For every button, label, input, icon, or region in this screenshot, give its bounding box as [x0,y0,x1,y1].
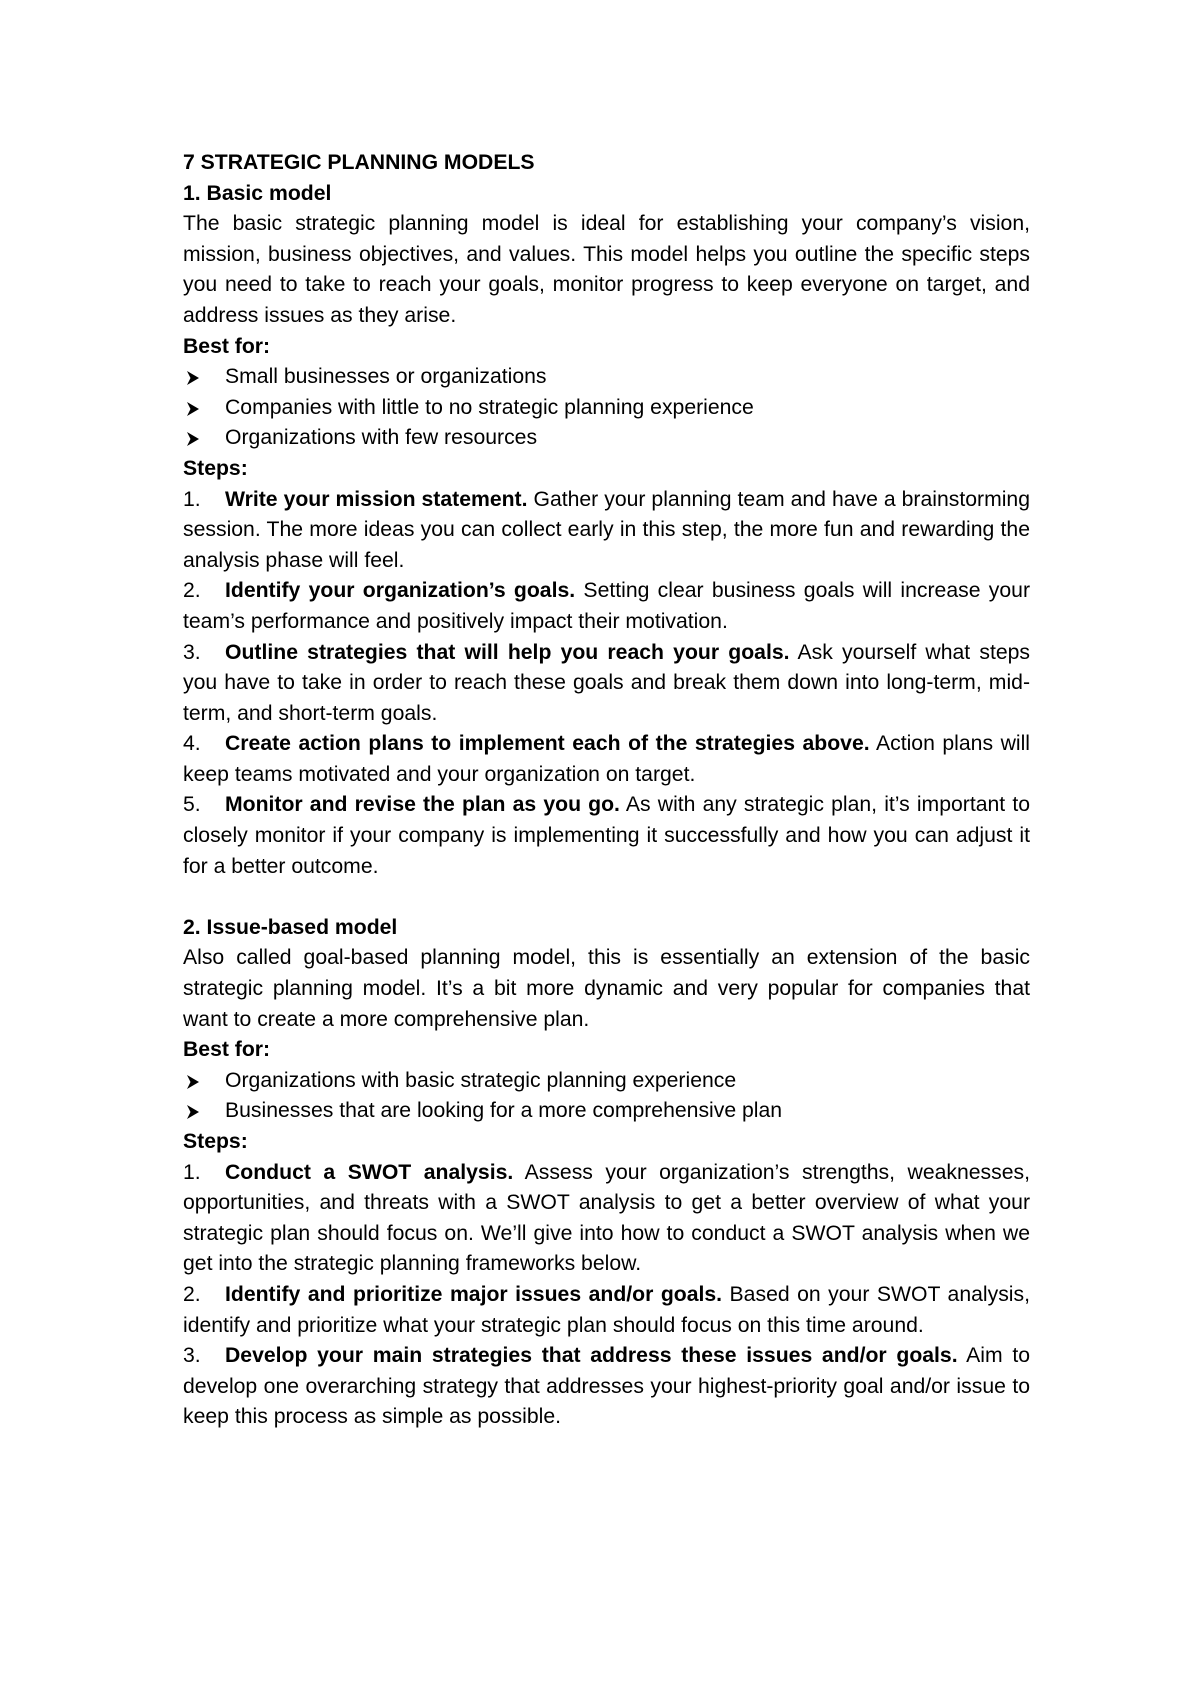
step-number: 2. [183,1282,201,1306]
list-item [183,1066,1030,1097]
bullet-text: Organizations with basic strategic planning experience [225,1068,737,1092]
step-title: Create action plans to implement each of the strategies above. [225,732,870,756]
steps-label: Steps: [183,456,248,480]
list-item [183,362,1030,393]
step-title: Conduct a SWOT analysis. [225,1160,514,1184]
step-title: Identify and prioritize major issues and/or goals. [225,1282,723,1306]
step-item [183,576,1030,637]
step-number: 1. [183,1160,201,1184]
step-title: Write your mission statement. [225,487,528,511]
step-text: Based on your SWOT analysis, identify and prioritize what your strategic plan should focus on this time around. [183,1282,1030,1337]
steps-label: Steps: [183,1130,248,1153]
section-heading-issue-based-model: 2. Issue-based model [183,915,398,939]
arrowhead-bullet-icon [185,1104,201,1120]
document-title: 7 STRATEGIC PLANNING MODELS [183,151,535,174]
step-number: 5. [183,793,201,817]
step-number: 2. [183,579,201,603]
arrowhead-bullet-icon [185,431,201,447]
bullet-text: Businesses that are looking for a more comprehensive plan [225,1099,783,1123]
bullet-text: Organizations with few resources [225,426,538,450]
step-title: Develop your main strategies that address these issues and/or goals. [225,1344,958,1368]
step-number: 4. [183,732,201,756]
best-for-label: Best for: [183,334,271,358]
step-text: Assess your organization’s strengths, weaknesses, opportunities, and threats with a SWOT analysis to get a better overview of what your strategic plan should focus on. We’ll give into how to conduct a SWOT analysis when we get into the strategic planning frameworks below. [183,1160,1030,1276]
step-number: 3. [183,640,201,664]
step-text: Action plans will keep teams motivated and your organization on target. [183,732,1030,786]
section-intro-basic-model: The basic strategic planning model is ideal for establishing your company’s vision, mission, business objectives, and values. This model helps you outline the specific steps you need to take to reach your goals, monitor progress to keep everyone on target, and address issues as they arise. [183,212,1030,327]
section-intro-issue-based-model: Also called goal-based planning model, this is essentially an extension of the basic strategic planning model. It’s a bit more dynamic and very popular for companies that want to create a more comprehensive plan. [183,946,1030,1031]
section-spacer [183,882,1030,913]
step-number: 1. [183,487,201,511]
section-heading-basic-model: 1. Basic model [183,181,332,205]
step-title: Monitor and revise the plan as you go. [225,793,620,817]
step-text: Setting clear business goals will increase your team’s performance and positively impact their motivation. [183,579,1031,633]
best-for-label: Best for: [183,1038,271,1062]
step-number: 3. [183,1344,201,1368]
step-item [183,638,1030,730]
step-text: Gather your planning team and have a brainstorming session. The more ideas you can collect early in this step, the more fun and rewarding the analysis phase will feel. [183,487,1030,572]
step-text: As with any strategic plan, it’s important to closely monitor if your company is implementing it successfully and how you can adjust it for a better outcome. [183,793,1030,878]
bullet-text: Small businesses or organizations [225,365,547,389]
step-item [183,1280,1030,1341]
step-item [183,729,1030,790]
arrowhead-bullet-icon [185,401,201,417]
step-item [183,1158,1030,1280]
step-item [183,485,1030,577]
list-item [183,393,1030,424]
step-text: Ask yourself what steps you have to take in order to reach these goals and break them down into long-term, mid-term, and short-term goals. [183,640,1031,725]
list-item [183,1096,1030,1127]
list-item [183,423,1030,454]
step-title: Identify your organization’s goals. [225,579,576,603]
step-item [183,790,1030,882]
step-text: Aim to develop one overarching strategy that addresses your highest-priority goal and/or issue to keep this process as simple as possible. [183,1344,1031,1429]
bullet-text: Companies with little to no strategic planning experience [225,395,754,419]
step-item [183,1341,1030,1433]
arrowhead-bullet-icon [185,370,201,386]
arrowhead-bullet-icon [185,1074,201,1090]
step-title: Outline strategies that will help you reach your goals. [225,640,790,664]
